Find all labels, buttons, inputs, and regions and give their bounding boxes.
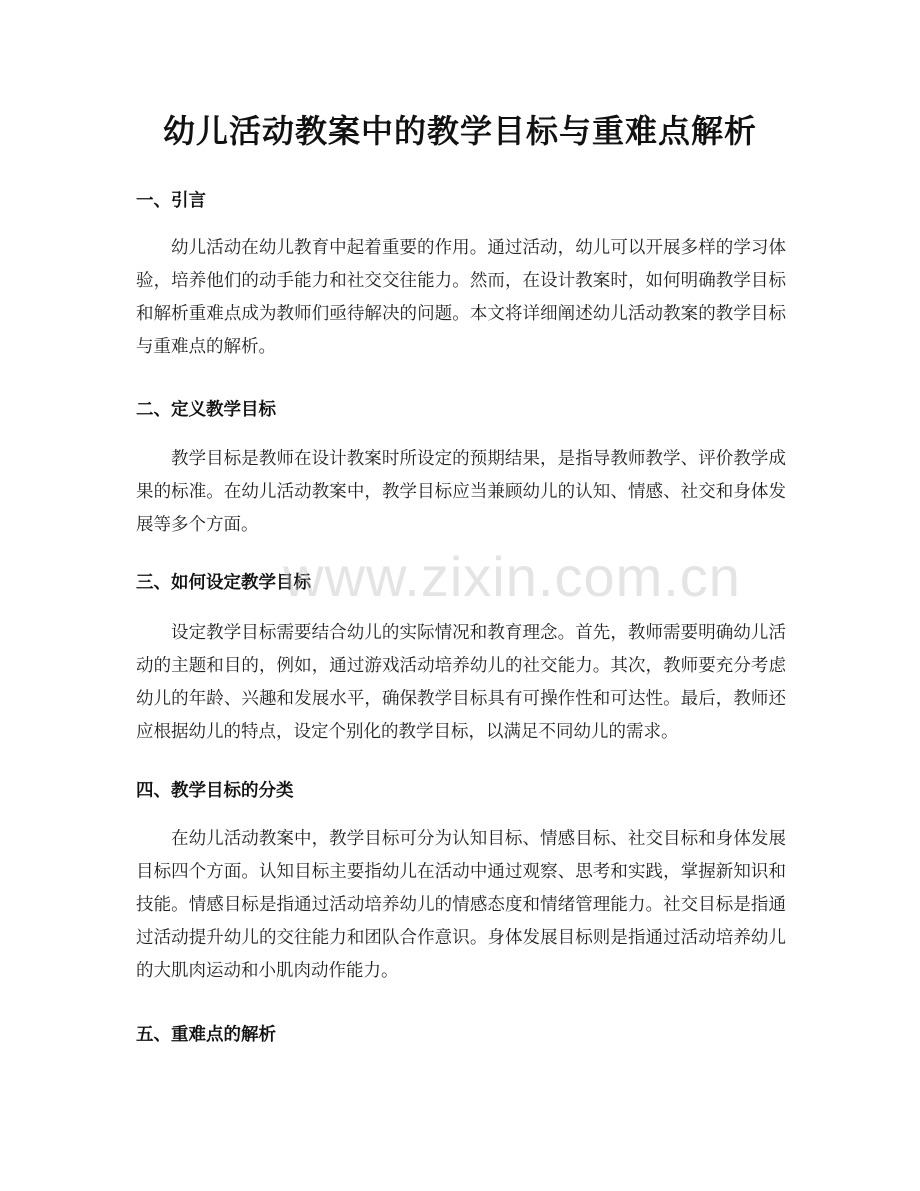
- watermark: www.zixin.com.cn: [283, 545, 741, 608]
- section-heading-introduction: 一、引言: [136, 191, 206, 211]
- section-body-goal-categories: 在幼儿活动教案中，教学目标可分为认知目标、情感目标、社交目标和身体发展目标四个方面。认知目标主要指幼儿在活动中通过观察、思考和实践，掌握新知识和技能。情感目标是指通过活动培养幼儿的情感态度和情绪管理能力。社交目标是指通过活动提升幼儿的交往能力和团队合作意识。身体发展目标则是指通过活动培养幼儿的大肌肉运动和小肌肉动作能力。: [136, 829, 786, 981]
- section-body-set-goals: 设定教学目标需要结合幼儿的实际情况和教育理念。首先，教师需要明确幼儿活动的主题和目的，例如，通过游戏活动培养幼儿的社交能力。其次，教师要充分考虑幼儿的年龄、兴趣和发展水平，确保教学目标具有可操作性和可达性。最后，教师还应根据幼儿的特点，设定个别化的教学目标，以满足不同幼儿的需求。: [136, 623, 786, 742]
- section-heading-key-difficulties: 五、重难点的解析: [136, 1025, 276, 1045]
- section-heading-goal-categories: 四、教学目标的分类: [136, 781, 294, 801]
- section-heading-define-goals: 二、定义教学目标: [136, 400, 276, 420]
- section-body-introduction: 幼儿活动在幼儿教育中起着重要的作用。通过活动，幼儿可以开展多样的学习体验，培养他们的动手能力和社交交往能力。然而，在设计教案时，如何明确教学目标和解析重难点成为教师们亟待解决的问题。本文将详细阐述幼儿活动教案的教学目标与重难点的解析。: [136, 238, 786, 357]
- section-body-define-goals: 教学目标是教师在设计教案时所设定的预期结果，是指导教师教学、评价教学成果的标准。在幼儿活动教案中，教学目标应当兼顾幼儿的认知、情感、社交和身体发展等多个方面。: [136, 449, 786, 535]
- section-heading-set-goals: 三、如何设定教学目标: [136, 573, 311, 593]
- page-title: 幼儿活动教案中的教学目标与重难点解析: [162, 112, 757, 150]
